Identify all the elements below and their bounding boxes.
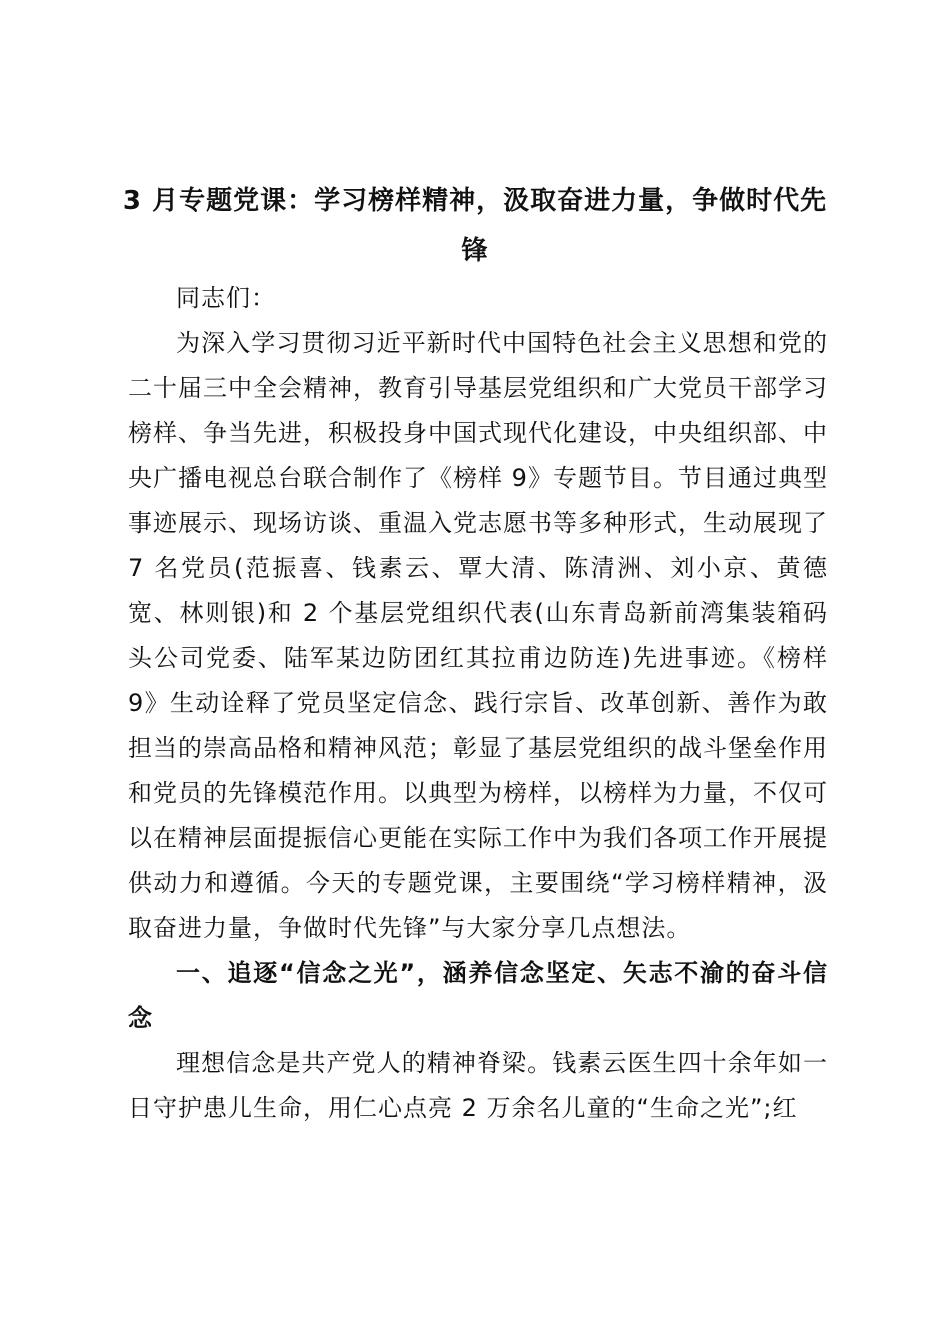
document-title: 3 月专题党课：学习榜样精神，汲取奋进力量，争做时代先锋 <box>122 186 828 266</box>
paragraph: 理想信念是共产党人的精神脊梁。钱素云医生四十余年如一日守护患儿生命，用仁心点亮 2 万余名儿童的“生命之光”;红 <box>128 1049 828 1122</box>
document-body <box>128 276 828 1131</box>
paragraph: 为深入学习贯彻习近平新时代中国特色社会主义思想和党的二十届三中全会精神，教育引导基层党组织和广大党员干部学习榜样、争当先进，积极投身中国式现代化建设，中央组织部、中央广播电视总台联合制作了《榜样 9》专题节目。节目通过典型事迹展示、现场访谈、重温入党志愿书等多种形式，生动展现了 7 名党员(范振喜、钱素云、覃大清、陈清洲、刘小京、黄德宽、林则银)和 2 个基层党组织代表(山东青岛新前湾集装箱码头公司党委、陆军某边防团红其拉甫边防连)先进事迹。《榜样 9》生动诠释了党员坚定信念、践行宗旨、改革创新、善作为敢担当的崇高品格和精神风范；彰显了基层党组织的战斗堡垒作用和党员的先锋模范作用。以典型为榜样，以榜样为力量，不仅可以在精神层面提振信心更能在实际工作中为我们各项工作开展提供动力和遵循。今天的专题党课，主要围绕“学习榜样精神，汲取奋进力量，争做时代先锋”与大家分享几点想法。 <box>128 329 828 942</box>
section-heading: 一、追逐“信念之光”，涵养信念坚定、矢志不渝的奋斗信念 <box>128 959 828 1032</box>
salutation: 同志们： <box>176 284 276 312</box>
